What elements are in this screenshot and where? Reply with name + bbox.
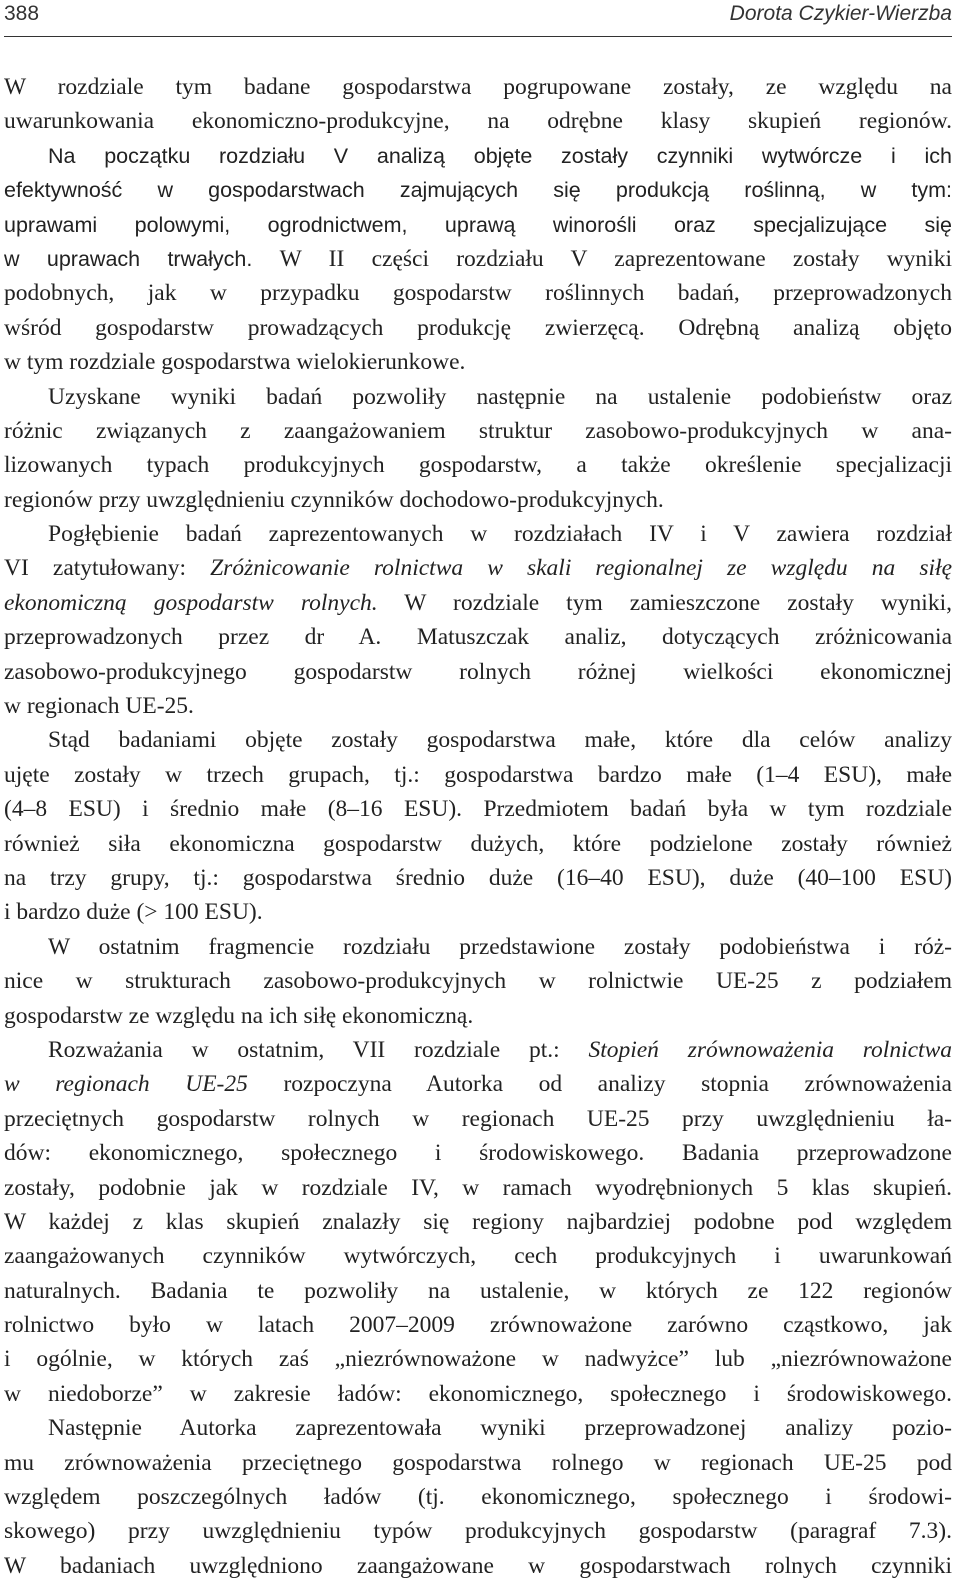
text-line: efektywność w gospodarstwach zajmujących się produkcją roślinną, w tym: [4,178,952,203]
text-line: skowego) przy uwzględnieniu typów produkcyjnych gospodarstw (paragraf 7.3). [4,1518,952,1545]
text-line: w niedoborze” w zakresie ładów: ekonomicznego, społecznego i środowiskowego. [4,1380,952,1407]
running-header [4,0,952,37]
text-line: naturalnych. Badania te pozwoliły na ustalenie, w których ze 122 regionów [4,1277,952,1304]
text-line: Stąd badaniami objęte zostały gospodarstwa małe, które dla celów analizy [48,727,952,754]
running-head-author: Dorota Czykier-Wierzba [729,2,952,25]
text-line: gospodarstw ze względu na ich siłę ekonomiczną. [4,1002,474,1029]
text-line: W każdej z klas skupień znalazły się regiony najbardziej podobne pod względem [4,1208,952,1235]
text-line: i bardzo duże (> 100 ESU). [4,899,263,926]
text-line: Następnie Autorka zaprezentowała wyniki przeprowadzonej analizy pozio- [48,1415,952,1442]
text-line: W rozdziale tym badane gospodarstwa pogrupowane zostały, ze względu na [4,74,952,100]
text-line: przeprowadzonych przez dr A. Matuszczak analiz, dotyczących zróżnicowania [4,624,952,651]
text-line [4,553,952,587]
text-line: i ogólnie, w których zaś „niezrównoważone w nadwyżce” lub „niezrównoważone [4,1346,952,1373]
text-line: W ostatnim fragmencie rozdziału przedstawione zostały podobieństwa i róż- [48,933,952,960]
text-line [4,1069,952,1103]
text-line: względem poszczególnych ładów (tj. ekonomicznego, społecznego i środowi- [4,1484,952,1511]
text-line [4,588,952,622]
italic-title-segment: w regionach UE-25 [4,1071,248,1098]
text-line: wśród gospodarstw prowadzących produkcję zwierzęcą. Odrębną analizą objęto [4,314,952,341]
text-line: przeciętnych gospodarstw rolnych w regionach UE-25 przy uwzględnieniu ła- [4,1105,952,1132]
text-segment: W II części rozdziału V zaprezentowane zostały wyniki [279,245,952,272]
page-number: 388 [4,2,40,25]
text-line: Pogłębienie badań zaprezentowanych w rozdziałach IV i V zawiera rozdział [48,521,952,548]
text-line: podobnych, jak w przypadku gospodarstw roślinnych badań, przeprowadzonych [4,280,952,307]
text-line: uwarunkowania ekonomiczno-produkcyjne, na odrębne klasy skupień regionów. [4,108,952,135]
text-line [4,244,952,278]
text-line: dów: ekonomicznego, społecznego i środowiskowego. Badania przeprowadzone [4,1140,952,1167]
text-line: regionów przy uwzględnieniu czynników dochodowo-produkcyjnych. [4,486,664,513]
text-segment: rozpoczyna Autorka od analizy stopnia zrównoważenia [247,1071,952,1098]
text-line: zaangażowanych czynników wytwórczych, cech produkcyjnych i uwarunkowań [4,1243,952,1270]
text-line: zasobowo-produkcyjnego gospodarstw rolnych różnej wielkości ekonomicznej [4,658,952,685]
text-line: lizowanych typach produkcyjnych gospodarstw, a także określenie specjalizacji [4,452,952,479]
text-line: W badaniach uwzględniono zaangażowane w gospodarstwach rolnych czynniki [4,1552,952,1579]
text-line: w regionach UE-25. [4,693,194,720]
text-line [4,1035,952,1069]
italic-title-segment: ekonomiczną gospodarstw rolnych. [4,589,378,616]
text-line: Na początku rozdziału V analizą objęte zostały czynniki wytwórcze i ich [48,143,952,168]
text-line: rolnictwo było w latach 2007–2009 zrównoważone zarówno cząstkowo, jak [4,1312,952,1339]
text-line: Uzyskane wyniki badań pozwoliły następnie na ustalenie podobieństw oraz [48,383,952,410]
text-line: różnic związanych z zaangażowaniem struktur zasobowo-produkcyjnych w ana- [4,417,952,444]
text-line: uprawami polowymi, ogrodnictwem, uprawą winorośli oraz specjalizujące się [4,212,952,237]
text-line: (4–8 ESU) i średnio małe (8–16 ESU). Przedmiotem badań była w tym rozdziale [4,796,952,823]
text-segment: Rozważania w ostatnim, VII rozdziale pt.: [48,1036,589,1063]
text-line: również siła ekonomiczna gospodarstw dużych, które podzielone zostały również [4,830,952,857]
text-line: zostały, podobnie jak w rozdziale IV, w ramach wyodrębnionych 5 klas skupień. [4,1174,952,1201]
text-segment: VI zatytułowany: [4,555,211,582]
text-line: ujęte zostały w trzech grupach, tj.: gospodarstwa bardzo małe (1–4 ESU), małe [4,761,952,788]
text-line: na trzy grupy, tj.: gospodarstwa średnio duże (16–40 ESU), duże (40–100 ESU) [4,864,952,891]
text-line: w tym rozdziale gospodarstwa wielokierunkowe. [4,349,466,376]
text-line: nice w strukturach zasobowo-produkcyjnych w rolnictwie UE-25 z podziałem [4,968,952,995]
text-segment: W rozdziale tym zamieszczone zostały wyniki, [377,589,952,616]
italic-title-segment: Stopień zrównoważenia rolnictwa [588,1036,952,1063]
body-text [4,72,952,1585]
text-line: mu zrównoważenia przeciętnego gospodarstwa rolnego w regionach UE-25 pod [4,1449,952,1476]
italic-title-segment: Zróżnicowanie rolnictwa w skali regionalnej ze względu na siłę [210,555,952,582]
text-segment: w uprawach trwałych. [4,246,280,271]
